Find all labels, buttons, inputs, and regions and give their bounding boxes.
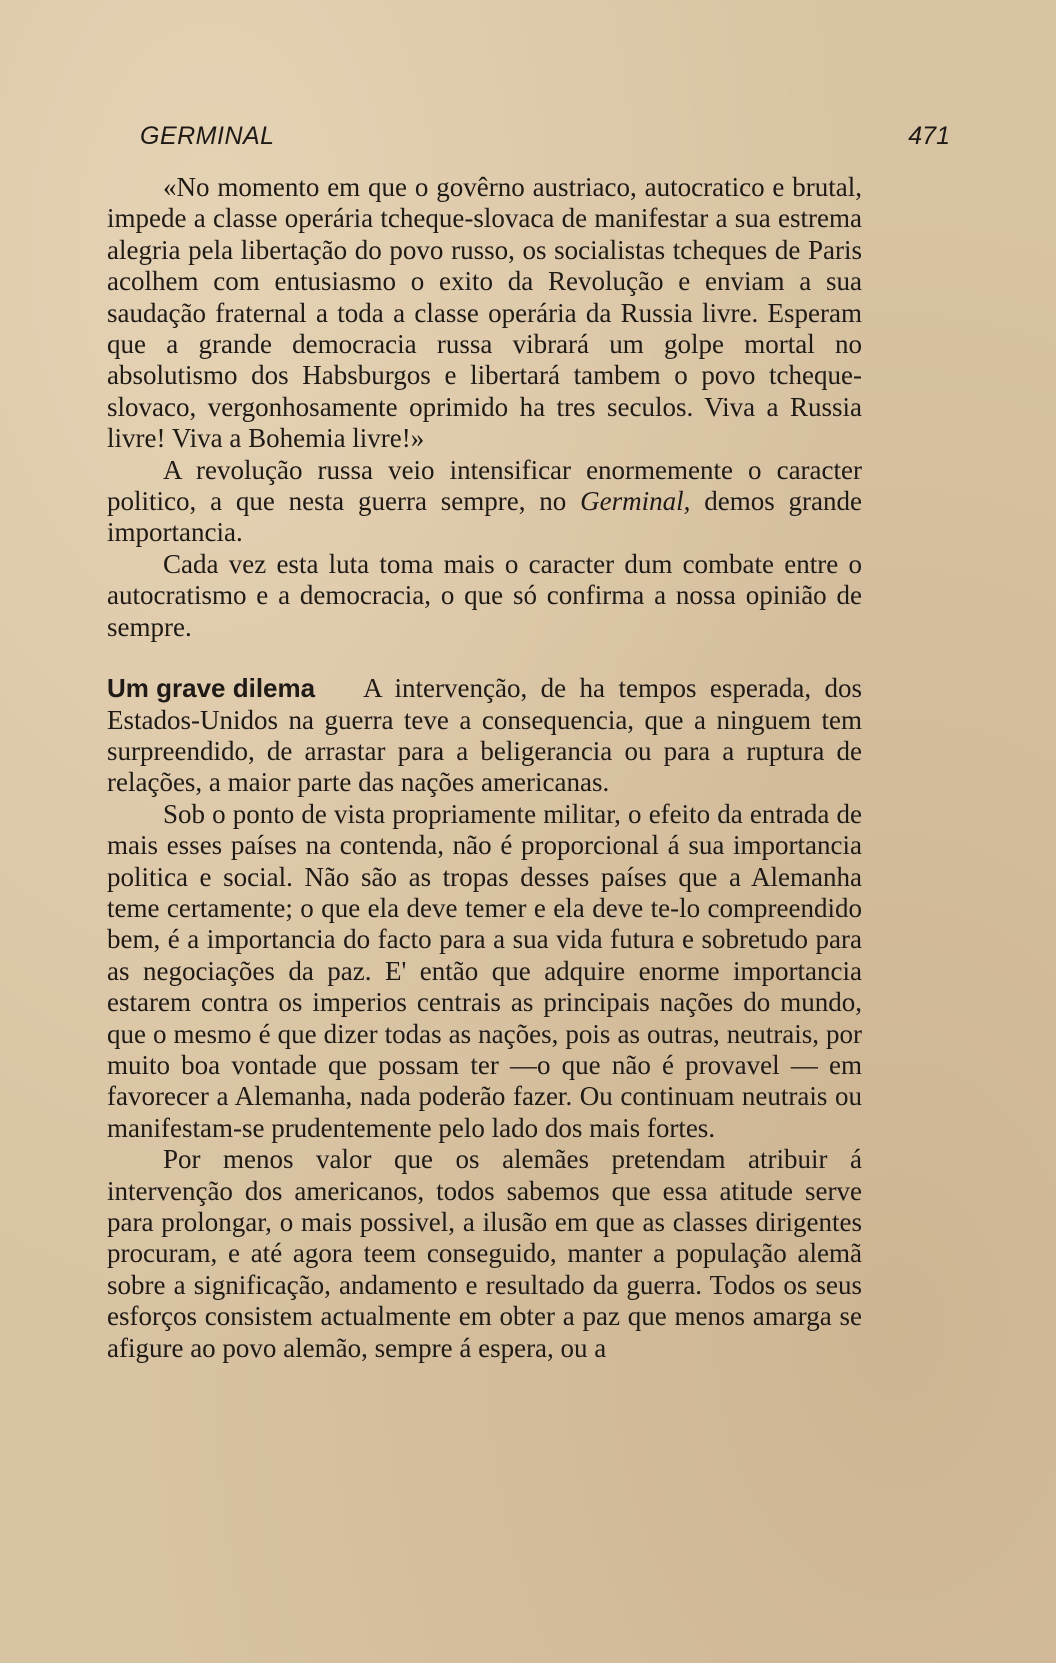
paragraph-dilema-text: A intervenção, de ha tempos esperada, dos Estados-Unidos na guerra teve a consequencia, que a ninguem tem surpreendido, de arrastar para a beligerancia ou para a ruptura de relações, a maior parte das nações americanas. bbox=[107, 673, 862, 798]
body-text bbox=[107, 172, 862, 1364]
journal-name: Germinal, bbox=[580, 486, 691, 517]
paragraph-revolution bbox=[107, 455, 862, 549]
page-number: 471 bbox=[908, 122, 950, 150]
paragraph-quote: «No momento em que o govêrno austriaco, autocratico e brutal, impede a classe operária tcheque-slovaca de manifestar a sua estrema alegria pela libertação do povo russo, os socialistas tcheques de Paris acolhem com entusiasmo o exito da Revolução e enviam a sua saudação fraternal a toda a classe operária da Russia livre. Esperam que a grande democracia russa vibrará um golpe mortal no absolutismo dos Habsburgos e libertará tambem o povo tcheque-slovaco, vergonhosamente oprimido ha tres seculos. Viva a Russia livre! Viva a Bohemia livre!» bbox=[107, 172, 862, 454]
section-heading: Um grave dilema bbox=[107, 673, 316, 704]
running-head bbox=[140, 122, 950, 156]
paragraph-revolution-text-b: demos grande importancia. bbox=[107, 486, 862, 548]
paragraph-revolution-text-a: A revolução russa veio intensificar enormemente o caracter politico, a que nesta guerra sempre, no bbox=[107, 454, 862, 517]
paragraph-dilema bbox=[107, 673, 862, 799]
paragraph-americans: Por menos valor que os alemães pretendam atribuir á intervenção dos americanos, todos sabemos que essa atitude serve para prolongar, o mais possivel, a ilusão em que as classes dirigentes procuram, e até agora teem conseguido, manter a população alemã sobre a significação, andamento e resultado da guerra. Todos os seus esforços consistem actualmente em obter a paz que menos amarga se afigure ao povo alemão, sempre á espera, ou a bbox=[107, 1144, 862, 1363]
paragraph-military: Sob o ponto de vista propriamente militar, o efeito da entrada de mais esses países na contenda, não é proporcional á sua importancia politica e social. Não são as tropas desses países que a Alemanha teme certamente; o que ela deve temer e ela deve te-lo compreendido bem, é a importancia do facto para a sua vida futura e sobretudo para as negociações da paz. E' então que adquire enorme importancia estarem contra os imperios centrais as principais nações do mundo, que o mesmo é que dizer todas as nações, pois as outras, neutrais, por muito boa vontade que possam ter —o que não é provavel — em favorecer a Alemanha, nada poderão fazer. Ou continuam neutrais ou manifestam-se prudentemente pelo lado dos mais fortes. bbox=[107, 798, 862, 1143]
running-title: GERMINAL bbox=[140, 122, 275, 150]
paragraph-combat: Cada vez esta luta toma mais o caracter dum combate entre o autocratismo e a democracia, o que só confirma a nossa opinião de sempre. bbox=[107, 548, 862, 642]
